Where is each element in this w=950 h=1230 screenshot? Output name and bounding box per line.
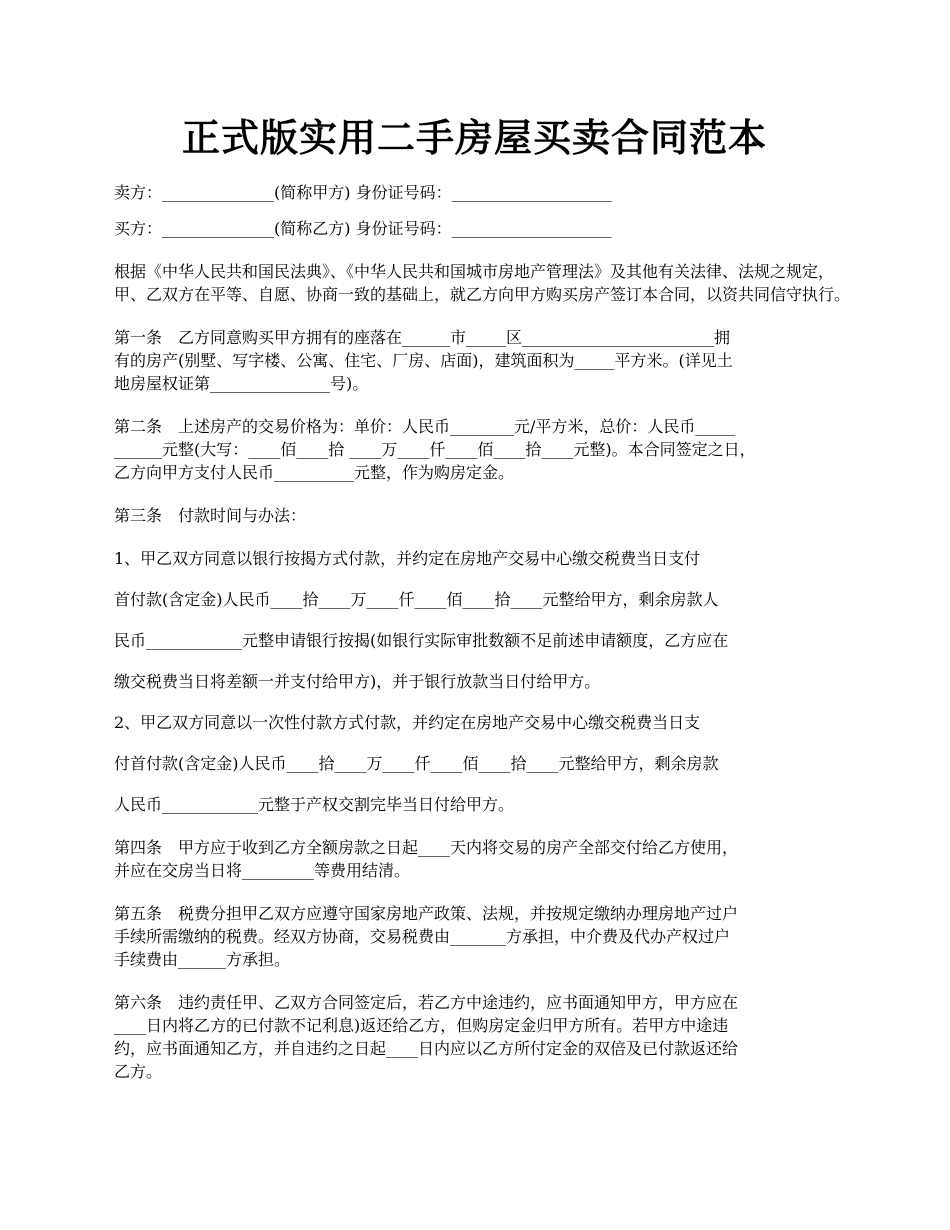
article-6 <box>114 991 855 1083</box>
article-1-line: 第一条 乙方同意购买甲方拥有的座落在______市_____区________________________拥 <box>114 328 731 347</box>
article-4 <box>114 836 855 882</box>
article-6-line: 约，应书面通知乙方，并自违约之日起____日内应以乙方所付定金的双倍及已付款返还给 <box>114 1039 739 1058</box>
article-3-item-2-line: 人民币____________元整于产权交割完毕当日付给甲方。 <box>114 795 515 814</box>
article-5-line: 手续费由______方承担。 <box>114 950 291 969</box>
article-2-line: 第二条 上述房产的交易价格为：单价：人民币________元/平方米，总价：人民币_____ <box>114 417 736 436</box>
article-6-line: ____日内将乙方的已付款不记利息)返还给乙方，但购房定金归甲方所有。若甲方中途违 <box>114 1016 729 1035</box>
article-3-item-1-line: 首付款(含定金)人民币____拾____万____仟____佰____拾____元整给甲方，剩余房款人 <box>114 590 719 609</box>
article-3-heading: 第三条 付款时间与办法： <box>114 506 307 525</box>
article-6-line: 第六条 违约责任甲、乙双方合同签定后，若乙方中途违约，应书面通知甲方，甲方应在 <box>114 993 739 1012</box>
buyer-line: 买方：______________(简称乙方) 身份证号码：____________________ <box>114 219 612 238</box>
article-3-item-2-line: 2、甲乙双方同意以一次性付款方式付款，并约定在房地产交易中心缴交税费当日支 <box>114 713 701 732</box>
article-4-line: 第四条 甲方应于收到乙方全额房款之日起____天内将交易的房产全部交付给乙方使用， <box>114 838 739 857</box>
article-3-item-1 <box>114 547 855 693</box>
article-3-item-2-line: 付首付款(含定金)人民币____拾____万____仟____佰____拾____元整给甲方，剩余房款 <box>114 754 719 773</box>
article-5-line: 手续所需缴纳的税费。经双方协商，交易税费由_______方承担，中介费及代办产权过户 <box>114 927 731 946</box>
article-5-line: 第五条 税费分担甲乙双方应遵守国家房地产政策、法规，并按规定缴纳办理房地产过户 <box>114 904 739 923</box>
article-1-line: 地房屋权证第_______________号)。 <box>114 374 369 393</box>
article-2-line: ______元整(大写：____佰____拾 ____万____仟____佰____拾____元整)。本合同签定之日， <box>114 440 756 459</box>
article-2 <box>114 415 855 484</box>
article-1 <box>114 326 855 395</box>
article-6-line: 乙方。 <box>114 1062 163 1081</box>
article-3-item-2 <box>114 711 855 816</box>
article-3-item-1-line: 1、甲乙双方同意以银行按揭方式付款，并约定在房地产交易中心缴交税费当日支付 <box>114 549 701 568</box>
article-3-item-1-line: 缴交税费当日将差额一并支付给甲方)，并于银行放款当日付给甲方。 <box>114 672 601 691</box>
article-5 <box>114 902 855 971</box>
document-title: 正式版实用二手房屋买卖合同范本 <box>181 115 767 160</box>
article-2-line: 乙方向甲方支付人民币__________元整，作为购房定金。 <box>114 463 515 482</box>
article-3-item-1-line: 民币____________元整申请银行按揭(如银行实际审批数额不足前述申请额度，乙方应在 <box>114 631 729 650</box>
article-4-line: 并应在交房当日将_________等费用结清。 <box>114 861 411 880</box>
preamble-paragraph: 根据《中华人民共和国民法典》、《中华人民共和国城市房地产管理法》及其他有关法律、法规之规定，甲、乙双方在平等、自愿、协商一致的基础上，就乙方向甲方购买房产签订本合同，以资共同信守执行。 <box>114 262 851 304</box>
seller-line: 卖方：______________(简称甲方) 身份证号码：____________________ <box>114 183 612 202</box>
article-1-line: 有的房产(别墅、写字楼、公寓、住宅、厂房、店面)，建筑面积为_____平方米。(详见土 <box>114 351 733 370</box>
